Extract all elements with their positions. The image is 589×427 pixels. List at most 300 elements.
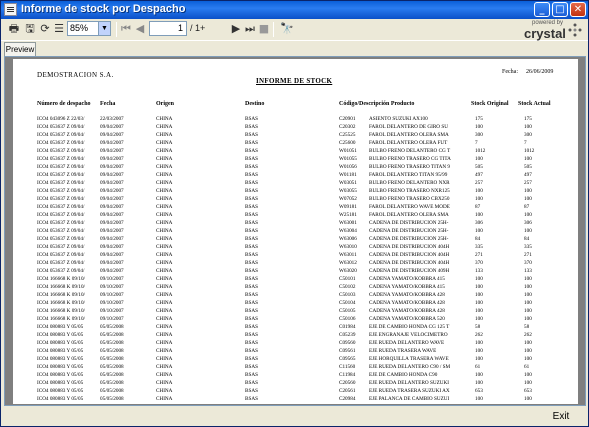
cell-fecha: 09/10/2007 (100, 276, 124, 282)
cell-despacho: ICO4 053637 Z 09/04/ (37, 180, 85, 186)
cell-stock-actual: 100 (524, 300, 532, 306)
cell-stock-actual: 100 (524, 284, 532, 290)
cell-destino: BSAS (245, 364, 258, 370)
cell-destino: BSAS (245, 236, 258, 242)
cell-origen: CHINA (156, 396, 173, 402)
column-header-codigo: Código/Descripción Producto (339, 101, 415, 107)
cell-stock-actual: 100 (524, 124, 532, 130)
table-row (13, 347, 578, 355)
cell-stock-actual: 1012 (524, 148, 535, 154)
cell-stock-original: 100 (475, 276, 483, 282)
table-row (13, 147, 578, 155)
cell-destino: BSAS (245, 332, 258, 338)
cell-stock-actual: 271 (524, 252, 532, 258)
cell-codigo: W09181 (339, 204, 357, 210)
cell-despacho: ICO4 166668 K 09/10/ (37, 276, 85, 282)
cell-codigo: W63006 (339, 236, 357, 242)
cell-stock-actual: 100 (524, 276, 532, 282)
cell-stock-actual: 100 (524, 156, 532, 162)
cell-stock-actual: 300 (524, 132, 532, 138)
cell-fecha: 05/05/2008 (100, 332, 124, 338)
table-row (13, 171, 578, 179)
cell-fecha: 09/04/2007 (100, 252, 124, 258)
cell-origen: CHINA (156, 140, 173, 146)
page-total: / 1+ (190, 23, 206, 33)
refresh-icon[interactable]: ⟳ (40, 22, 50, 35)
cell-codigo: C20901 (339, 116, 356, 122)
cell-despacho: ICO4 043096 Z 22/03/ (37, 116, 85, 122)
cell-descripcion: CADENA YAMATO/KOBBRA 428 (369, 308, 445, 314)
search-icon[interactable]: 🔭 (280, 22, 294, 35)
cell-despacho: ICO4 053637 Z 09/04/ (37, 164, 85, 170)
cell-fecha: 09/04/2007 (100, 188, 124, 194)
cell-origen: CHINA (156, 164, 173, 170)
column-header-despacho: Número de despacho (37, 101, 91, 107)
cell-stock-original: 100 (475, 156, 483, 162)
cell-fecha: 09/04/2007 (100, 244, 124, 250)
page-number-input[interactable]: 1 (149, 21, 187, 36)
cell-fecha: 05/05/2008 (100, 396, 124, 402)
cell-stock-actual: 505 (524, 164, 532, 170)
cell-stock-actual: 306 (524, 220, 532, 226)
cell-despacho: ICO4 053637 Z 09/04/ (37, 140, 85, 146)
cell-stock-actual: 497 (524, 172, 532, 178)
table-row (13, 115, 578, 123)
cell-origen: CHINA (156, 212, 173, 218)
cell-descripcion: CADENA YAMATO/KOBBRA 428 (369, 292, 445, 298)
tab-preview[interactable]: Preview (4, 42, 36, 56)
cell-stock-original: 100 (475, 124, 483, 130)
table-row (13, 131, 578, 139)
cell-despacho: ICO4 053637 Z 09/04/ (37, 148, 85, 154)
cell-stock-original: 100 (475, 340, 483, 346)
first-page-icon[interactable]: ⏮ (121, 22, 131, 35)
column-header-stock-actual: Stock Actual (518, 101, 551, 107)
cell-descripcion: EJE RUEDA DELANTERO WAVE (369, 340, 445, 346)
cell-codigo: C01984 (339, 324, 356, 330)
cell-destino: BSAS (245, 340, 258, 346)
cell-codigo: C09565 (339, 356, 356, 362)
cell-stock-actual: 262 (524, 332, 532, 338)
cell-despacho: ICO4 053637 Z 09/04/ (37, 156, 85, 162)
cell-despacho: ICO4 080883 Y 05/05 (37, 364, 84, 370)
cell-codigo: W03055 (339, 188, 357, 194)
cell-stock-actual: 100 (524, 188, 532, 194)
cell-destino: BSAS (245, 260, 258, 266)
cell-stock-original: 100 (475, 292, 483, 298)
cell-destino: BSAS (245, 164, 258, 170)
crystal-dots-icon (568, 23, 582, 37)
cell-fecha: 09/04/2007 (100, 220, 124, 226)
cell-stock-actual: 84 (524, 236, 530, 242)
column-header-origen: Origen (156, 101, 174, 107)
cell-destino: BSAS (245, 380, 258, 386)
cell-despacho: ICO4 080883 Y 05/05 (37, 388, 84, 394)
cell-descripcion: CADENA DE DISTRIBUCION 25H- (369, 220, 449, 226)
cell-fecha: 09/04/2007 (100, 204, 124, 210)
status-bar (1, 406, 588, 426)
cell-stock-original: 271 (475, 252, 483, 258)
cell-stock-actual: 100 (524, 228, 532, 234)
table-row (13, 323, 578, 331)
cell-fecha: 09/10/2007 (100, 284, 124, 290)
cell-origen: CHINA (156, 348, 173, 354)
cell-stock-original: 100 (475, 228, 483, 234)
cell-codigo: C05239 (339, 332, 356, 338)
cell-origen: CHINA (156, 308, 173, 314)
cell-destino: BSAS (245, 228, 258, 234)
cell-stock-actual: 7 (524, 140, 527, 146)
cell-descripcion: BULBO FRENO DELANTERO NXR (369, 180, 450, 186)
cell-destino: BSAS (245, 196, 258, 202)
cell-codigo: C25525 (339, 132, 356, 138)
table-row (13, 203, 578, 211)
table-row (13, 179, 578, 187)
cell-codigo: W63001 (339, 220, 357, 226)
cell-codigo: W63011 (339, 252, 357, 258)
cell-stock-original: 100 (475, 196, 483, 202)
cell-descripcion: FAROL DELANTERO OLERA SMA (369, 212, 449, 218)
cell-codigo: C50105 (339, 308, 356, 314)
cell-fecha: 05/05/2008 (100, 380, 124, 386)
cell-stock-actual: 100 (524, 212, 532, 218)
cell-destino: BSAS (245, 148, 258, 154)
app-icon (4, 3, 17, 16)
cell-despacho: ICO4 166668 K 09/10/ (37, 308, 85, 314)
cell-codigo: C09561 (339, 348, 356, 354)
table-row (13, 259, 578, 267)
cell-destino: BSAS (245, 212, 258, 218)
table-row (13, 379, 578, 387)
cell-origen: CHINA (156, 188, 173, 194)
group-tree-icon[interactable]: ☰ (54, 22, 64, 35)
cell-destino: BSAS (245, 124, 258, 130)
table-row (13, 275, 578, 283)
table-row (13, 307, 578, 315)
cell-origen: CHINA (156, 332, 173, 338)
cell-stock-original: 61 (475, 364, 481, 370)
cell-destino: BSAS (245, 396, 258, 402)
cell-stock-original: 100 (475, 284, 483, 290)
cell-destino: BSAS (245, 188, 258, 194)
cell-stock-actual: 100 (524, 292, 532, 298)
cell-origen: CHINA (156, 388, 173, 394)
last-page-icon[interactable]: ⏭ (245, 22, 255, 35)
cell-origen: CHINA (156, 276, 173, 282)
cell-fecha: 09/10/2007 (100, 316, 124, 322)
next-page-icon[interactable]: ▶ (231, 22, 241, 35)
prev-page-icon[interactable]: ◀ (135, 22, 145, 35)
cell-codigo: W01051 (339, 148, 357, 154)
report-title: INFORME DE STOCK (256, 77, 333, 85)
date-label: Fecha: (502, 69, 518, 75)
cell-destino: BSAS (245, 292, 258, 298)
cell-despacho: ICO4 080883 Y 05/05 (37, 356, 84, 362)
cell-stock-original: 84 (475, 236, 481, 242)
table-row (13, 123, 578, 131)
cell-codigo: C20560 (339, 380, 356, 386)
cell-destino: BSAS (245, 268, 258, 274)
cell-descripcion: FAROL DELANTERO TITAN 95/99 (369, 172, 448, 178)
cell-destino: BSAS (245, 172, 258, 178)
cell-destino: BSAS (245, 116, 258, 122)
cell-stock-original: 87 (475, 204, 481, 210)
cell-codigo: W01056 (339, 164, 357, 170)
cell-stock-actual: 61 (524, 364, 530, 370)
cell-origen: CHINA (156, 380, 173, 386)
cell-origen: CHINA (156, 180, 173, 186)
cell-descripcion: CADENA DE DISTRIBUCION 25H- (369, 236, 449, 242)
cell-origen: CHINA (156, 284, 173, 290)
cell-descripcion: EJE HORQUILLA TRASERA WAVE (369, 356, 449, 362)
exit-label: Exit (552, 411, 570, 422)
cell-despacho: ICO4 053637 Z 09/04/ (37, 204, 85, 210)
table-row (13, 163, 578, 171)
cell-despacho: ICO4 080883 Y 05/05 (37, 324, 84, 330)
cell-stock-original: 100 (475, 308, 483, 314)
cell-descripcion: EJE DE CAMBIO HONDA C90 (369, 372, 438, 378)
cell-stock-actual: 100 (524, 308, 532, 314)
cell-stock-original: 257 (475, 180, 483, 186)
cell-stock-original: 505 (475, 164, 483, 170)
cell-stock-actual: 175 (524, 116, 532, 122)
cell-despacho: ICO4 166668 K 09/10/ (37, 292, 85, 298)
cell-destino: BSAS (245, 316, 258, 322)
cell-descripcion: BULBO FRENO TRASERO NXR125 (369, 188, 450, 194)
cell-fecha: 09/04/2007 (100, 140, 124, 146)
cell-descripcion: FAROL DELANTERO OLERA FUT (369, 140, 448, 146)
cell-stock-actual: 100 (524, 316, 532, 322)
powered-by-label: powered by (532, 20, 564, 26)
exit-button[interactable] (537, 408, 585, 426)
table-row (13, 339, 578, 347)
cell-despacho: ICO4 053637 Z 09/04/ (37, 236, 85, 242)
cell-descripcion: EJE PALANCA DE CAMBIO SUZUI (369, 396, 450, 402)
cell-descripcion: CADENA DE DISTRIBUCION 409H (369, 268, 450, 274)
table-row (13, 139, 578, 147)
cell-codigo: C20561 (339, 388, 356, 394)
cell-fecha: 09/10/2007 (100, 300, 124, 306)
cell-despacho: ICO4 053637 Z 09/04/ (37, 228, 85, 234)
cell-fecha: 09/04/2007 (100, 212, 124, 218)
print-icon[interactable]: 🖶 (8, 22, 20, 35)
cell-despacho: ICO4 053637 Z 09/04/ (37, 124, 85, 130)
cell-fecha: 09/04/2007 (100, 172, 124, 178)
table-row (13, 267, 578, 275)
cell-stock-original: 100 (475, 300, 483, 306)
cell-destino: BSAS (245, 140, 258, 146)
cell-descripcion: CADENA YAMATO/KOBBRA 428 (369, 300, 445, 306)
cell-stock-original: 100 (475, 212, 483, 218)
cell-descripcion: BULBO FRENO TRASERO TITAN 9 (369, 164, 450, 170)
cell-descripcion: CADENA YAMATO/KOBBRA 415 (369, 284, 445, 290)
cell-fecha: 09/04/2007 (100, 132, 124, 138)
cell-stock-actual: 653 (524, 388, 532, 394)
cell-fecha: 05/05/2008 (100, 372, 124, 378)
crystal-logo (502, 20, 582, 39)
separator (273, 22, 274, 37)
cell-descripcion: CADENA YAMATO/KOBBRA 415 (369, 276, 445, 282)
close-button[interactable]: ✕ (570, 2, 586, 17)
cell-stock-original: 1012 (475, 148, 486, 154)
cell-descripcion: BULBO FRENO TRASERO CBX250 (369, 196, 450, 202)
cell-fecha: 05/05/2008 (100, 356, 124, 362)
cell-stock-actual: 58 (524, 324, 530, 330)
cell-descripcion: EJE RUEDA DELANTERO SUZUKI (369, 380, 449, 386)
table-row (13, 315, 578, 323)
chevron-down-icon[interactable]: ▼ (98, 22, 110, 35)
cell-fecha: 09/04/2007 (100, 156, 124, 162)
cell-stock-actual: 100 (524, 396, 532, 402)
cell-codigo: C09560 (339, 340, 356, 346)
table-row (13, 251, 578, 259)
cell-despacho: ICO4 166668 K 09/10/ (37, 316, 85, 322)
cell-despacho: ICO4 080883 Y 05/05 (37, 332, 84, 338)
cell-origen: CHINA (156, 356, 173, 362)
cell-stock-actual: 100 (524, 340, 532, 346)
cell-stock-original: 300 (475, 132, 483, 138)
cell-origen: CHINA (156, 204, 173, 210)
toolbar (1, 19, 588, 41)
table-row (13, 291, 578, 299)
stop-icon[interactable]: ■ (258, 22, 270, 35)
cell-fecha: 09/04/2007 (100, 124, 124, 130)
company-name: DEMOSTRACION S.A. (37, 71, 114, 79)
cell-despacho: ICO4 053637 Z 09/04/ (37, 172, 85, 178)
cell-codigo: W03051 (339, 180, 357, 186)
cell-descripcion: CADENA DE DISTRIBUCION 404H (369, 260, 450, 266)
cell-destino: BSAS (245, 300, 258, 306)
cell-fecha: 09/04/2007 (100, 148, 124, 154)
cell-destino: BSAS (245, 252, 258, 258)
cell-stock-original: 100 (475, 348, 483, 354)
cell-stock-original: 100 (475, 380, 483, 386)
cell-descripcion: BULBO FRENO DELANTERO CG T (369, 148, 451, 154)
table-row (13, 331, 578, 339)
cell-origen: CHINA (156, 244, 173, 250)
cell-fecha: 09/04/2007 (100, 196, 124, 202)
cell-codigo: C50104 (339, 300, 356, 306)
cell-origen: CHINA (156, 340, 173, 346)
cell-destino: BSAS (245, 220, 258, 226)
table-row (13, 187, 578, 195)
cell-codigo: C11560 (339, 364, 356, 370)
cell-origen: CHINA (156, 268, 173, 274)
cell-codigo: W63012 (339, 260, 357, 266)
cell-codigo: C50102 (339, 284, 356, 290)
cell-stock-original: 306 (475, 220, 483, 226)
cell-codigo: C11984 (339, 372, 356, 378)
cell-codigo: W63020 (339, 268, 357, 274)
cell-fecha: 05/05/2008 (100, 388, 124, 394)
cell-fecha: 09/04/2007 (100, 236, 124, 242)
cell-codigo: W01055 (339, 156, 357, 162)
cell-destino: BSAS (245, 180, 258, 186)
cell-origen: CHINA (156, 300, 173, 306)
cell-origen: CHINA (156, 132, 173, 138)
cell-codigo: W63004 (339, 228, 357, 234)
minimize-button[interactable]: _ (534, 2, 550, 17)
cell-descripcion: CADENA DE DISTRIBUCION 404H (369, 244, 450, 250)
cell-origen: CHINA (156, 172, 173, 178)
cell-despacho: ICO4 053637 Z 09/04/ (37, 212, 85, 218)
cell-codigo: C20302 (339, 124, 356, 130)
table-row (13, 235, 578, 243)
cell-stock-original: 133 (475, 268, 483, 274)
cell-stock-original: 175 (475, 116, 483, 122)
cell-stock-original: 100 (475, 188, 483, 194)
separator (116, 22, 117, 37)
cell-fecha: 09/04/2007 (100, 180, 124, 186)
cell-destino: BSAS (245, 276, 258, 282)
cell-origen: CHINA (156, 196, 173, 202)
cell-destino: BSAS (245, 324, 258, 330)
table-row (13, 371, 578, 379)
report-viewer[interactable] (4, 56, 586, 406)
table-row (13, 227, 578, 235)
cell-despacho: ICO4 053637 Z 09/04/ (37, 196, 85, 202)
cell-descripcion: EJE DE CAMBIO HONDA CG 125 T (369, 324, 450, 330)
cell-destino: BSAS (245, 244, 258, 250)
cell-codigo: W63010 (339, 244, 357, 250)
cell-origen: CHINA (156, 148, 173, 154)
cell-origen: CHINA (156, 124, 173, 130)
cell-descripcion: ASIENTO SUZUKI AX100 (369, 116, 428, 122)
title-bar[interactable] (1, 1, 588, 19)
window-title: Informe de stock por Despacho (21, 3, 186, 15)
export-icon[interactable]: 🖫 (25, 22, 35, 35)
cell-despacho: ICO4 053637 Z 09/04/ (37, 260, 85, 266)
table-row (13, 395, 578, 403)
cell-destino: BSAS (245, 372, 258, 378)
cell-stock-actual: 100 (524, 348, 532, 354)
cell-fecha: 09/04/2007 (100, 260, 124, 266)
cell-stock-original: 653 (475, 388, 483, 394)
cell-fecha: 05/05/2008 (100, 340, 124, 346)
cell-origen: CHINA (156, 116, 173, 122)
table-row (13, 243, 578, 251)
cell-despacho: ICO4 080883 Y 05/05 (37, 380, 84, 386)
cell-descripcion: EJE ENGRANAJE VELOCIMETRO (369, 332, 448, 338)
report-page (13, 59, 578, 404)
cell-descripcion: FAROL DELANTERO OLERA SMA (369, 132, 449, 138)
cell-origen: CHINA (156, 372, 173, 378)
table-row (13, 387, 578, 395)
brand-label: crystal (524, 26, 566, 41)
cell-despacho: ICO4 166668 K 09/10/ (37, 300, 85, 306)
cell-origen: CHINA (156, 236, 173, 242)
cell-codigo: W01181 (339, 172, 357, 178)
cell-descripcion: EJE RUEDA TRASERA WAVE (369, 348, 437, 354)
cell-stock-original: 100 (475, 316, 483, 322)
cell-fecha: 09/10/2007 (100, 308, 124, 314)
cell-stock-actual: 100 (524, 380, 532, 386)
cell-stock-actual: 100 (524, 196, 532, 202)
table-row (13, 195, 578, 203)
cell-despacho: ICO4 053637 Z 09/04/ (37, 244, 85, 250)
cell-descripcion: EJE RUEDA TRASERA SUZUKI AX (369, 388, 450, 394)
table-row (13, 363, 578, 371)
cell-descripcion: FAROL DELANTERO WAVE MODE (369, 204, 450, 210)
zoom-select[interactable] (67, 21, 111, 36)
cell-destino: BSAS (245, 308, 258, 314)
cell-origen: CHINA (156, 260, 173, 266)
cell-origen: CHINA (156, 228, 173, 234)
cell-descripcion: CADENA YAMATO/KOBBRA 520 (369, 316, 445, 322)
column-header-destino: Destino (245, 101, 265, 107)
maximize-button[interactable]: □ (552, 2, 568, 17)
cell-fecha: 05/05/2008 (100, 324, 124, 330)
